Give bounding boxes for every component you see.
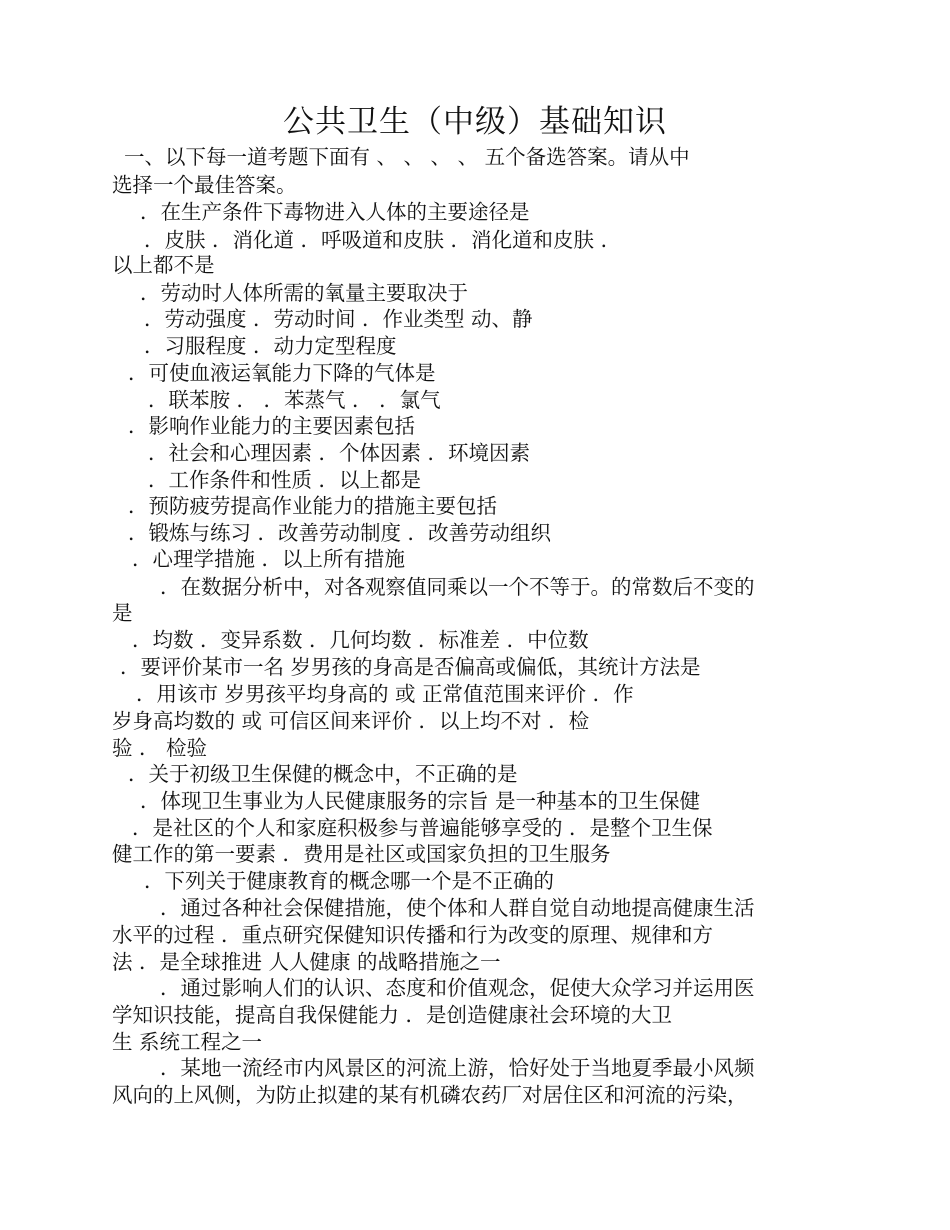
text-line: ．联苯胺 ． ．苯蒸气 ． ．氯气 [148,388,441,412]
text-line: 验 ． 检验 [112,736,208,760]
text-line: 风向的上风侧，为防止拟建的某有机磷农药厂对居住区和河流的污染， [112,1083,748,1107]
text-line: 是 [112,601,133,625]
text-line: 岁身高均数的 或 可信区间来评价 ．以上均不对 ．检 [112,709,590,733]
text-line: ．关于初级卫生保健的概念中，不正确的是 [128,762,518,786]
text-line: 选择一个最佳答案。 [112,173,297,197]
text-line: 以上都不是 [112,253,215,277]
text-line: ．预防疲劳提高作业能力的措施主要包括 [128,494,497,518]
text-line: ．劳动强度 ．劳动时间 ．作业类型 动、静 [144,307,533,331]
text-line: ．影响作业能力的主要因素包括 [128,414,415,438]
text-line: ．在数据分析中，对各观察值同乘以一个不等于。的常数后不变的 [160,575,755,599]
text-line: ．要评价某市一名 岁男孩的身高是否偏高或偏低，其统计方法是 [120,655,701,679]
text-line: ．用该市 岁男孩平均身高的 或 正常值范围来评价 ．作 [136,682,634,706]
text-line: ．皮肤 ．消化道 ．呼吸道和皮肤 ．消化道和皮肤 ． [144,228,622,252]
text-line: ．习服程度 ．动力定型程度 [144,334,397,358]
text-line: ．劳动时人体所需的氧量主要取决于 [140,281,468,305]
document-title: 公共卫生（中级）基础知识 [283,104,667,140]
text-line: 水平的过程 ．重点研究保健知识传播和行为改变的原理、规律和方 [112,923,714,947]
text-line: ．可使血液运氧能力下降的气体是 [128,361,436,385]
text-line: 健工作的第一要素 ．费用是社区或国家负担的卫生服务 [112,842,611,866]
text-line: 法 ．是全球推进 人人健康 的战略措施之一 [112,950,501,974]
text-line: ．工作条件和性质 ．以上都是 [148,468,422,492]
text-line: 学知识技能，提高自我保健能力 ．是创造健康社会环境的大卫 [112,1003,673,1027]
text-line: ．通过影响人们的认识、态度和价值观念，促使大众学习并运用医 [160,976,755,1000]
text-line: ．下列关于健康教育的概念哪一个是不正确的 [144,869,554,893]
text-line: ．锻炼与练习 ．改善劳动制度 ．改善劳动组织 [128,521,552,545]
text-line: ．在生产条件下毒物进入人体的主要途径是 [140,200,530,224]
text-line: ．均数 ．变异系数 ．几何均数 ．标准差 ．中位数 [132,628,589,652]
text-line: ．心理学措施 ．以上所有措施 [132,547,406,571]
text-line: 一、以下每一道考题下面有 、 、 、 、 五个备选答案。请从中 [124,145,690,169]
text-line: ．体现卫生事业为人民健康服务的宗旨 是一种基本的卫生保健 [140,789,701,813]
text-line: 生 系统工程之一 [112,1030,263,1054]
text-line: ．通过各种社会保健措施，使个体和人群自觉自动地提高健康生活 [160,896,755,920]
text-line: ．某地一流经市内风景区的河流上游，恰好处于当地夏季最小风频 [160,1056,755,1080]
text-line: ．是社区的个人和家庭积极参与普遍能够享受的 ．是整个卫生保 [132,816,713,840]
text-line: ．社会和心理因素 ．个体因素 ．环境因素 [148,441,531,465]
